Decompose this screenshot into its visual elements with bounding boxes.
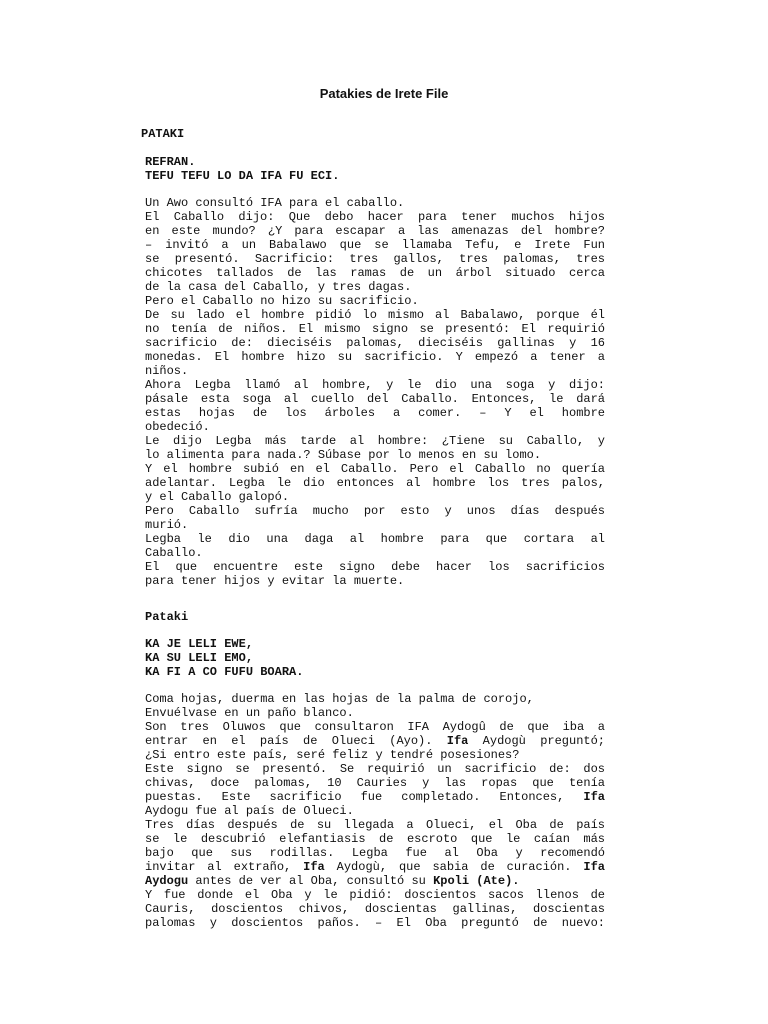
section1-body [145,196,605,588]
text-line: lo alimenta para nada.? Súbase por lo menos en su lomo. [145,448,542,462]
text-line: murió. [145,518,189,532]
text-line: Este signo se presentó. Se requirió un sacrificio de: dos [145,762,605,776]
text-line [145,790,605,804]
text-line: Y el hombre subió en el Caballo. Pero el Caballo no quería [145,462,605,476]
text-line [145,874,605,888]
text-line: sacrificio de: dieciséis palomas, dieciséis gallinas y 16 [145,336,605,350]
text-line: Y fue donde el Oba y le pidió: doscientos sacos llenos de [145,888,605,902]
text-line: para tener hijos y evitar la muerte. [145,574,405,588]
text-line: se le descubrió elefantiasis de escroto que le caían más [145,832,605,846]
text-line: chicotes tallados de las ramas de un árbol situado cerca [145,266,605,280]
text-line: de la casa del Caballo, y tres dagas. [145,280,412,294]
text-segment: Aydogù preguntó; [468,734,605,748]
text-line: Ahora Legba llamó al hombre, y le dio una soga y dijo: [145,378,605,392]
text-line [145,860,605,874]
text-segment: puestas. Este sacrificio fue completado. Entonces, [145,790,584,804]
text-line: El Caballo dijo: Que debo hacer para tener muchos hijos [145,210,605,224]
text-line: Envuélvase en un paño blanco. [145,706,354,720]
bold-term: Ifa [583,860,605,874]
text-line: estas hojas de los árboles a comer. – Y el hombre [145,406,605,420]
refran-label: REFRAN. [145,155,196,169]
section2-heading: Pataki [145,610,189,624]
text-line: se presentó. Sacrificio: tres gallos, tres palomas, tres [145,252,605,266]
text-segment: entrar en el país de Olueci (Ayo). [145,734,447,748]
section1-heading: PATAKI [141,127,185,141]
text-segment: Aydogù, que sabia de curación. [324,860,584,874]
section2-body [145,692,605,930]
bold-term: Ifa [446,734,469,748]
text-line: niños. [145,364,189,378]
bold-term: Ifa [303,860,325,874]
text-line: Pero Caballo sufría mucho por esto y unos días después [145,504,605,518]
bold-term: Aydogu [145,874,189,888]
text-line: – invitó a un Babalawo que se llamaba Tefu, e Irete Fun [145,238,605,252]
text-line: De su lado el hombre pidió lo mismo al Babalawo, porque él [145,308,605,322]
text-line: monedas. El hombre hizo su sacrificio. Y empezó a tener a [145,350,605,364]
text-line: Cauris, doscientos chivos, doscientas gallinas, doscientas [145,902,605,916]
text-line: Le dijo Legba más tarde al hombre: ¿Tiene su Caballo, y [145,434,605,448]
text-line: Son tres Oluwos que consultaron IFA Aydogû de que iba a [145,720,605,734]
text-line: Caballo. [145,546,203,560]
refran-text: TEFU TEFU LO DA IFA FU ECI. [145,169,340,183]
verse-line-2: KA SU LELI EMO, [145,651,254,665]
text-line [145,734,605,748]
text-line: Aydogu fue al país de Olueci. [145,804,354,818]
text-line: Un Awo consultó IFA para el caballo. [145,196,405,210]
verse-line-1: KA JE LELI EWE, [145,637,254,651]
text-line: ¿Si entro este país, seré feliz y tendré posesiones? [145,748,520,762]
text-segment: antes de ver al Oba, consultó su [188,874,434,888]
bold-term: Ifa [583,790,605,804]
text-line: Tres días después de su llegada a Olueci, el Oba de país [145,818,605,832]
text-line: palomas y doscientos paños. – El Oba preguntó de nuevo: [145,916,605,930]
text-line: El que encuentre este signo debe hacer los sacrificios [145,560,605,574]
text-line: obedeció. [145,420,210,434]
document-title: Patakies de Irete File [319,86,449,101]
text-line: chivas, doce palomas, 10 Cauries y las ropas que tenía [145,776,605,790]
text-line: y el Caballo galopó. [145,490,290,504]
text-line: Pero el Caballo no hizo su sacrificio. [145,294,419,308]
text-line: Coma hojas, duerma en las hojas de la palma de corojo, [145,692,534,706]
text-line: pásale esta soga al cuello del Caballo. Entonces, le dará [145,392,605,406]
text-line: Legba le dio una daga al hombre para que cortara al [145,532,605,546]
verse-line-3: KA FI A CO FUFU BOARA. [145,665,304,679]
text-line: adelantar. Legba le dio entonces al hombre los tres palos, [145,476,605,490]
bold-term: Kpoli (Ate). [433,874,520,888]
text-segment: invitar al extraño, [145,860,304,874]
text-line: no tenía de niños. El mismo signo se presentó: El requirió [145,322,605,336]
text-line: bajo que sus rodillas. Legba fue al Oba y recomendó [145,846,605,860]
text-line: en este mundo? ¿Y para escapar a las amenazas del hombre? [145,224,605,238]
